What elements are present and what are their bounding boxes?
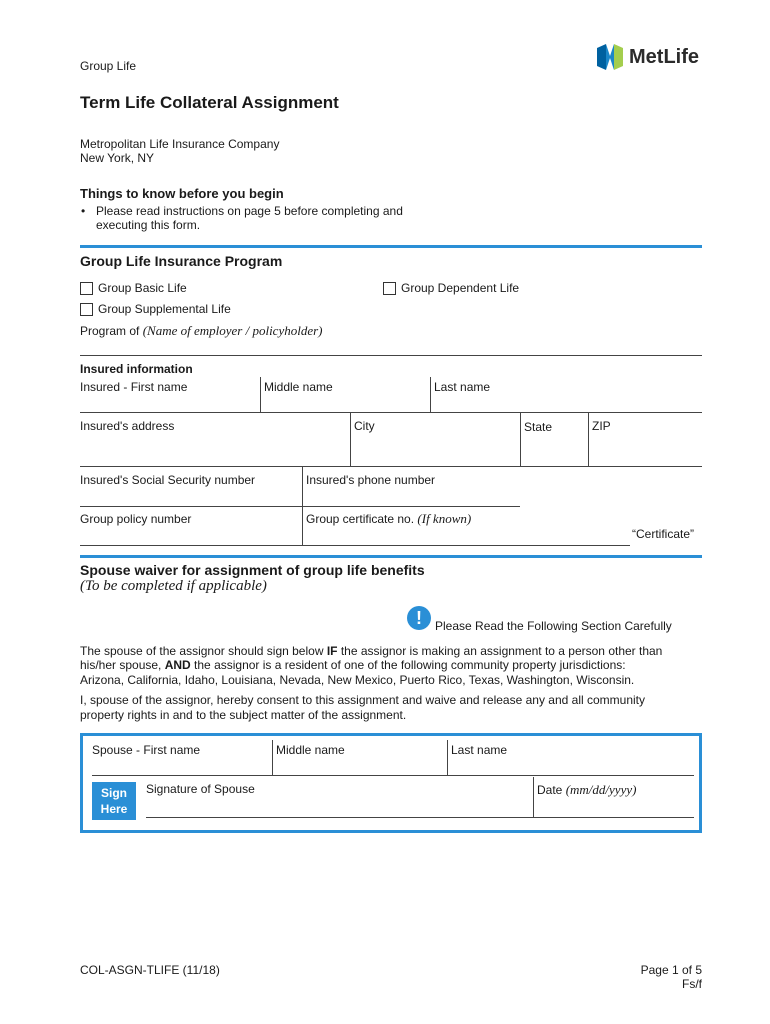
label-group-supplemental-life: Group Supplemental Life (98, 302, 231, 316)
date-text: Date (537, 783, 563, 797)
doc-type-label: Group Life (80, 59, 137, 73)
company-name: Metropolitan Life Insurance Company (80, 137, 280, 151)
insured-zip-label: ZIP (592, 419, 611, 433)
spouse-middle-name-label: Middle name (276, 743, 345, 757)
checkbox-group-dependent-life[interactable] (383, 282, 396, 295)
group-certificate-hint: (If known) (417, 511, 472, 526)
metlife-logo (597, 44, 707, 72)
section-divider (80, 555, 702, 558)
spouse-paragraph-line-1 (80, 644, 662, 658)
program-of-hint: (Name of employer / policyholder) (142, 323, 323, 338)
insured-state-label: State (524, 420, 553, 434)
para-emphasis: AND (164, 658, 191, 672)
divider (260, 377, 261, 412)
instruction-line-2: executing this form. (96, 218, 201, 232)
instruction-line-1: Please read instructions on page 5 before completing and (96, 204, 403, 218)
program-heading: Group Life Insurance Program (80, 253, 283, 269)
footer-code: Fs/f (682, 977, 702, 991)
label-group-dependent-life: Group Dependent Life (401, 281, 520, 295)
insured-city-label: City (354, 419, 375, 433)
certificate-note: “Certificate” (632, 527, 695, 541)
insured-last-name-label: Last name (434, 380, 491, 394)
para-text: his/her spouse, (80, 658, 165, 672)
group-certificate-label (306, 511, 471, 527)
program-of-field[interactable] (80, 355, 702, 356)
alert-text: Please Read the Following Section Carefully (435, 619, 672, 633)
group-policy-number-label: Group policy number (80, 512, 192, 526)
insured-middle-name-label: Middle name (264, 380, 333, 394)
para-text: The spouse of the assignor should sign below (80, 644, 327, 658)
page-title: Term Life Collateral Assignment (80, 93, 339, 112)
sign-here-line-2: Here (100, 802, 128, 816)
metlife-logo-text: MetLife (629, 46, 699, 68)
divider (533, 777, 534, 817)
insured-address-label: Insured's address (80, 419, 175, 433)
spouse-waiver-heading: Spouse waiver for assignment of group life benefits (80, 562, 425, 578)
divider (588, 413, 589, 466)
section-divider (80, 245, 702, 248)
insured-first-name-label: Insured - First name (80, 380, 188, 394)
insured-info-heading: Insured information (80, 362, 193, 376)
spouse-last-name-label: Last name (451, 743, 508, 757)
spouse-consent-line-1: I, spouse of the assignor, hereby consent to this assignment and waive and release any and all community (80, 693, 645, 707)
para-text: the assignor is making an assignment to a person other than (337, 644, 663, 658)
divider (302, 507, 303, 545)
spouse-paragraph-line-3: Arizona, California, Idaho, Louisiana, Nevada, New Mexico, Puerto Rico, Texas, Washington, Wisconsin. (80, 673, 635, 687)
date-hint: (mm/dd/yyyy) (565, 782, 637, 797)
divider (520, 413, 521, 466)
sign-here-badge (92, 782, 136, 820)
spouse-consent-line-2: property rights in and to the subject matter of the assignment. (80, 708, 407, 722)
things-to-know-heading: Things to know before you begin (80, 186, 284, 201)
group-policy-field[interactable] (80, 545, 630, 546)
metlife-logo-icon (597, 44, 623, 72)
company-location: New York, NY (80, 151, 155, 165)
spouse-waiver-subheading: (To be completed if applicable) (80, 578, 267, 594)
spouse-name-field[interactable] (92, 775, 694, 776)
spouse-paragraph-line-2 (80, 658, 626, 672)
sign-here-line-1: Sign (101, 786, 127, 800)
bullet-icon: • (81, 204, 86, 218)
insured-ssn-phone-field[interactable] (80, 506, 520, 507)
alert-icon: ! (407, 606, 431, 630)
form-code: COL-ASGN-TLIFE (11/18) (80, 963, 220, 977)
page-number: Page 1 of 5 (640, 963, 702, 977)
spouse-signature-label: Signature of Spouse (146, 782, 255, 796)
checkbox-group-basic-life[interactable] (80, 282, 93, 295)
insured-phone-label: Insured's phone number (306, 473, 436, 487)
divider (430, 377, 431, 412)
spouse-date-label (537, 782, 636, 798)
insured-name-field[interactable] (80, 412, 702, 413)
para-emphasis: IF (326, 644, 338, 658)
program-of-label (80, 323, 323, 339)
program-of-text: Program of (80, 324, 140, 338)
divider (350, 413, 351, 466)
group-certificate-text: Group certificate no. (306, 512, 415, 526)
label-group-basic-life: Group Basic Life (98, 281, 187, 295)
spouse-signature-field[interactable] (146, 817, 694, 818)
divider (272, 740, 273, 775)
spouse-first-name-label: Spouse - First name (92, 743, 201, 757)
insured-address-field[interactable] (80, 466, 702, 467)
divider (447, 740, 448, 775)
checkbox-group-supplemental-life[interactable] (80, 303, 93, 316)
divider (302, 467, 303, 506)
insured-ssn-label: Insured's Social Security number (80, 473, 256, 487)
para-text: the assignor is a resident of one of the following community property jurisdictions: (190, 658, 626, 672)
